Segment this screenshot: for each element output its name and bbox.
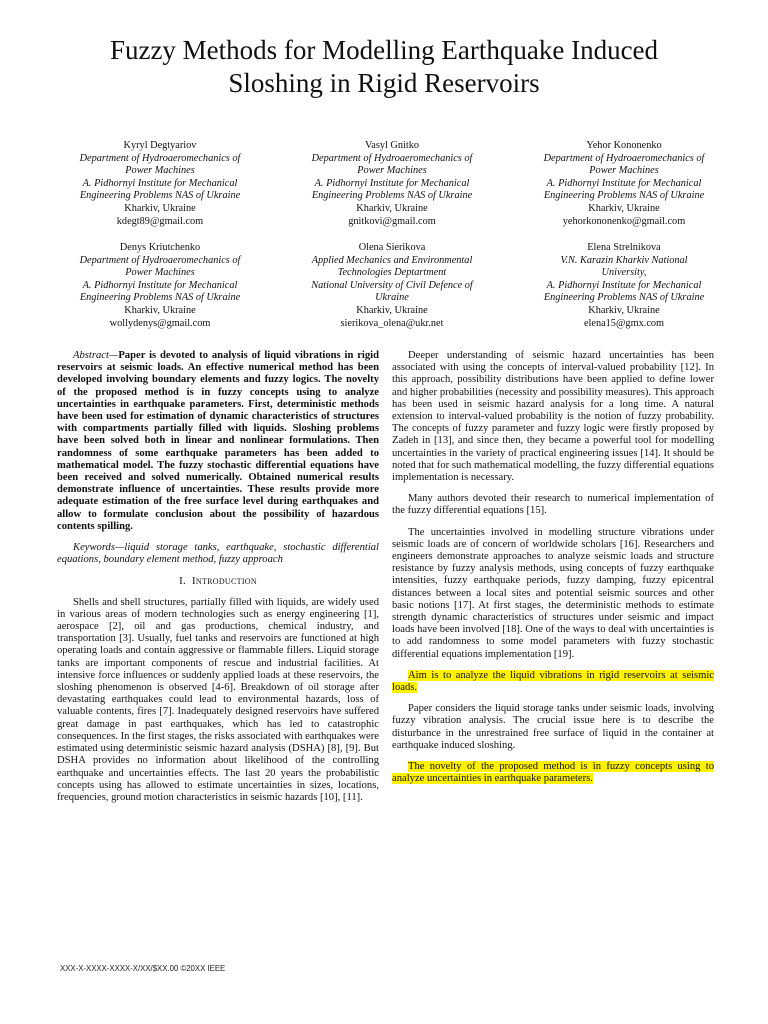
paper-title — [30, 34, 738, 100]
author-name: Vasyl Gnitko — [364, 140, 420, 151]
author-name: Elena Strelnikova — [587, 242, 661, 253]
author-affiliation: Ukraine — [375, 292, 409, 304]
author-name: Denys Kriutchenko — [119, 242, 201, 253]
author-email: sierikova_olena@ukr.net — [340, 317, 444, 329]
highlighted-aim: Aim is to analyze the liquid vibrations in rigid reservoirs at seismic loads. — [392, 669, 714, 694]
author-affiliation: A. Pidhornyi Institute for Mechanical — [82, 177, 238, 189]
author-email: wollydenys@gmail.com — [109, 317, 211, 329]
author-email: yehorkononenko@gmail.com — [562, 215, 686, 227]
copyright-footer: XXX-X-XXXX-XXXX-X/XX/$XX.00 ©20XX IEEE — [60, 964, 226, 973]
author-affiliation: Power Machines — [357, 165, 427, 177]
author-name: Kyryl Degtyariov — [123, 140, 197, 151]
author-affiliation: University, — [601, 267, 647, 279]
author-affiliation: Technologies Deptartment — [337, 267, 447, 279]
paragraph: The uncertainties involved in modelling structure vibrations under seismic loads are of concern of worldwide scholars [16]. Researchers and engineers demonstrate approaches to analyze seismic loads and structure resistance by fuzzy analysis methods, using concepts of fuzzy earthquake intensities, fuzzy earthquake periods, fuzzy damping, fuzzy epicentral distances between a local sites and potential seismic sources and other basic notions [17]. At first stages, the deterministic methods to estimate strength dynamic characteristics of structures under seismic and impact loads have been involved [18]. One of the ways to deal with uncertainties is to add randomness to some model parameters with fuzzy stochastic differential equations implementation [19]. — [392, 526, 714, 660]
abstract — [57, 350, 379, 533]
abstract-text: Paper is devoted to analysis of liquid vibrations in rigid reservoirs at seismic loads. An effective numerical method has been developed involving boundary elements and fuzzy logics. The novelty of the proposed method is in fuzzy concepts using to analyze uncertainties in earthquake parameters. First, deterministic methods have been used for estimation of dynamic characteristics of structures with compartments partially filled with liquids. Sloshing problems have been solved both in linear and nonlinear formulations. Then randomness of some earthquake parameters has been added to mathematical model. The fuzzy stochastic differential equations have been received and solved numerically. Obtained numerical results demonstrate influence of uncertainties. These results provide more adequate estimation of the free surface level during earthquakes and allow to formulate conclusion about the possibility of hazardous contents spilling. — [57, 350, 379, 532]
author-name: Yehor Kononenko — [586, 140, 662, 151]
author-affiliation: Engineering Problems NAS of Ukraine — [311, 190, 473, 202]
novelty-paragraph — [392, 761, 714, 785]
section-title: Introduction — [191, 575, 257, 588]
paragraph: Deeper understanding of seismic hazard uncertainties has been associated with using the concepts of interval-valued probability [12]. In this approach, possibility distributions have been applied to define lower and higher probabilities (necessity and possibility measures). This approach has been used in seismic hazard analysis for a long time. A natural extension to interval-valued probability is the notion of fuzzy probability. The concepts of fuzzy parameter and fuzzy logic were firstly proposed by Zadeh in [13], and since then, they became a powerful tool for modelling uncertainties in the variety of practical engineering issues [14]. It should be noted that for such mathematical modelling, the fuzzy differential equations implementation is necessary. — [392, 350, 714, 484]
author-affiliation: A. Pidhornyi Institute for Mechanical — [546, 177, 702, 189]
paragraph: Paper considers the liquid storage tanks under seismic loads, involving fuzzy vibration analysis. The crucial issue here is to describe the disturbance in the unrestrained free surface of liquid in the container at earthquake induced sloshing. — [392, 703, 714, 751]
author-affiliation: Department of Hydroaeromechanics of — [79, 254, 241, 266]
author-card — [44, 242, 276, 330]
author-email: gnitkovi@gmail.com — [348, 215, 436, 227]
paragraph: Many authors devoted their research to numerical implementation of the fuzzy differential equations [15]. — [392, 493, 714, 517]
author-affiliation: V.N. Karazin Kharkiv National — [560, 254, 688, 266]
aim-paragraph — [392, 670, 714, 694]
author-affiliation: Department of Hydroaeromechanics of — [311, 152, 473, 164]
author-card — [508, 140, 740, 228]
author-city: Kharkiv, Ukraine — [356, 304, 428, 316]
author-name: Olena Sierikova — [358, 242, 426, 253]
section-heading — [57, 575, 379, 587]
author-city: Kharkiv, Ukraine — [356, 202, 428, 214]
section-number: I. — [179, 575, 186, 588]
highlighted-novelty: The novelty of the proposed method is in fuzzy concepts using to analyze uncertainties in earthquake parameters. — [392, 761, 714, 785]
author-affiliation: Engineering Problems NAS of Ukraine — [79, 292, 241, 304]
author-affiliation: Engineering Problems NAS of Ukraine — [543, 190, 705, 202]
author-city: Kharkiv, Ukraine — [588, 202, 660, 214]
author-card — [276, 140, 508, 228]
author-affiliation: Applied Mechanics and Environmental — [311, 254, 473, 266]
author-city: Kharkiv, Ukraine — [124, 304, 196, 316]
author-affiliation: Engineering Problems NAS of Ukraine — [543, 292, 705, 304]
author-affiliation: Engineering Problems NAS of Ukraine — [79, 190, 241, 202]
left-column — [57, 350, 379, 813]
author-affiliation: A. Pidhornyi Institute for Mechanical — [546, 279, 702, 291]
author-affiliation: Department of Hydroaeromechanics of — [543, 152, 705, 164]
title-line-1: Fuzzy Methods for Modelling Earthquake Induced — [109, 35, 659, 65]
author-affiliation: A. Pidhornyi Institute for Mechanical — [82, 279, 238, 291]
author-email: kdegt89@gmail.com — [116, 215, 204, 227]
author-affiliation: National University of Civil Defence of — [311, 279, 473, 291]
keywords: Keywords—liquid storage tanks, earthquake, stochastic differential equations, boundary element method, fuzzy approach — [57, 542, 379, 566]
right-column — [392, 350, 714, 795]
abstract-label: Abstract— — [73, 350, 119, 361]
author-email: elena15@gmx.com — [583, 317, 665, 329]
author-city: Kharkiv, Ukraine — [588, 304, 660, 316]
author-card — [276, 242, 508, 330]
author-affiliation: Power Machines — [125, 267, 195, 279]
intro-paragraph: Shells and shell structures, partially filled with liquids, are widely used in various areas of modern technologies such as energy engineering [1], aerospace [2], oil and gas productions, chemical industry, and transportation [3]. Usually, fuel tanks and reservoirs are functioned at high operating loads and contain aggressive or flammable fillers. Liquid storage tanks are important components of rescue and industrial facilities. At intensive force influences or suddenly applied loads at these reservoirs, the sloshing phenomenon is observed [4-6]. Breakdown of oil storage after devastating earthquakes could lead to environmental hazards, loss of valuable contents, fires [7]. Inadequately designed reservoirs have suffered great damage in past earthquakes, which has led to catastrophic consequences. In the first stages, the risks associated with earthquakes were estimated using deterministic seismic hazard analysis (DSHA) [8], [9]. But DSHA provides no information about likelihood of the controlling earthquake and uncertainties effects. The last 20 years the probabilistic concepts using has allowed to estimate uncertainties in sizes, locations, frequencies, ground motion characteristics in seismic hazards [10], [11]. — [57, 596, 379, 803]
author-city: Kharkiv, Ukraine — [124, 202, 196, 214]
author-affiliation: A. Pidhornyi Institute for Mechanical — [314, 177, 470, 189]
author-affiliation: Power Machines — [125, 165, 195, 177]
title-line-2: Sloshing in Rigid Reservoirs — [228, 68, 540, 98]
author-card — [508, 242, 740, 330]
author-affiliation: Power Machines — [589, 165, 659, 177]
author-affiliation: Department of Hydroaeromechanics of — [79, 152, 241, 164]
author-card — [44, 140, 276, 228]
